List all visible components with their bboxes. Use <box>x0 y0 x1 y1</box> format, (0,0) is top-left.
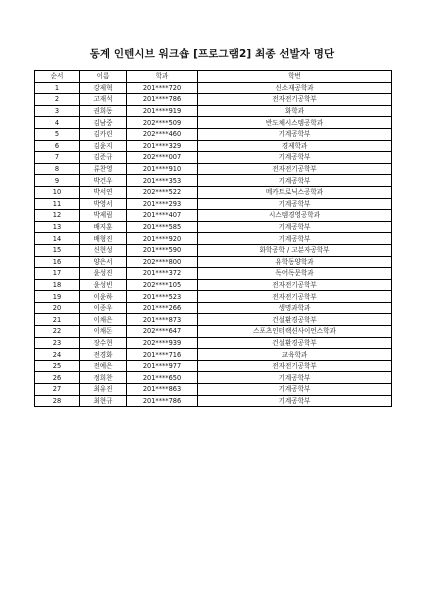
cell-no: 18 <box>35 279 80 291</box>
cell-student-id: 201****920 <box>127 233 198 245</box>
table-row <box>35 279 392 291</box>
table-row <box>35 221 392 233</box>
roster-table <box>34 70 392 407</box>
cell-no: 20 <box>35 302 80 314</box>
cell-department: 전자전기공학부 <box>198 163 392 175</box>
table-row <box>35 82 392 94</box>
cell-department: 기계공학부 <box>198 372 392 384</box>
cell-name: 고재석 <box>80 94 127 106</box>
cell-name: 장수현 <box>80 337 127 349</box>
table-row <box>35 256 392 268</box>
cell-no: 28 <box>35 395 80 407</box>
cell-department: 기계공학부 <box>198 198 392 210</box>
cell-student-id: 201****786 <box>127 94 198 106</box>
cell-department: 신소재공학과 <box>198 82 392 94</box>
table-row <box>35 152 392 164</box>
table-row <box>35 395 392 407</box>
cell-department: 교육학과 <box>198 349 392 361</box>
cell-name: 강제혁 <box>80 82 127 94</box>
cell-department: 시스템경영공학과 <box>198 210 392 222</box>
cell-name: 권희동 <box>80 105 127 117</box>
cell-student-id: 201****919 <box>127 105 198 117</box>
table-row <box>35 198 392 210</box>
cell-department: 반도체시스템공학과 <box>198 117 392 129</box>
table-row <box>35 210 392 222</box>
cell-student-id: 201****523 <box>127 291 198 303</box>
cell-student-id: 201****977 <box>127 360 198 372</box>
cell-name: 이채은 <box>80 314 127 326</box>
cell-no: 13 <box>35 221 80 233</box>
cell-no: 5 <box>35 128 80 140</box>
cell-department: 전자전기공학부 <box>198 94 392 106</box>
cell-student-id: 201****910 <box>127 163 198 175</box>
cell-name: 신현성 <box>80 244 127 256</box>
page-title: 동계 인텐시브 워크숍 [프로그램2] 최종 선발자 명단 <box>89 48 335 60</box>
cell-no: 22 <box>35 326 80 338</box>
cell-department: 기계공학부 <box>198 128 392 140</box>
column-header-student-id: 학과 <box>127 71 198 83</box>
cell-student-id: 201****585 <box>127 221 198 233</box>
cell-department: 건설환경공학부 <box>198 314 392 326</box>
cell-no: 1 <box>35 82 80 94</box>
table-row <box>35 349 392 361</box>
cell-no: 9 <box>35 175 80 187</box>
cell-no: 14 <box>35 233 80 245</box>
cell-name: 박건우 <box>80 175 127 187</box>
cell-student-id: 201****873 <box>127 314 198 326</box>
cell-name: 최현규 <box>80 395 127 407</box>
cell-name: 양은서 <box>80 256 127 268</box>
cell-department: 기계공학부 <box>198 221 392 233</box>
table-row <box>35 268 392 280</box>
cell-department: 전자전기공학부 <box>198 291 392 303</box>
cell-student-id: 201****720 <box>127 82 198 94</box>
cell-no: 16 <box>35 256 80 268</box>
cell-department: 건설환경공학부 <box>198 337 392 349</box>
cell-student-id: 201****293 <box>127 198 198 210</box>
cell-department: 스포츠인터랙션사이언스학과 <box>198 326 392 338</box>
cell-name: 윤성진 <box>80 268 127 280</box>
cell-name: 박제림 <box>80 210 127 222</box>
table-row <box>35 360 392 372</box>
cell-no: 3 <box>35 105 80 117</box>
table-row <box>35 314 392 326</box>
cell-department: 화학공학 / 고분자공학부 <box>198 244 392 256</box>
cell-name: 배지훈 <box>80 221 127 233</box>
cell-no: 25 <box>35 360 80 372</box>
cell-student-id: 202****105 <box>127 279 198 291</box>
cell-no: 4 <box>35 117 80 129</box>
column-header-department: 학번 <box>198 71 392 83</box>
table-row <box>35 175 392 187</box>
cell-student-id: 202****509 <box>127 117 198 129</box>
cell-student-id: 201****407 <box>127 210 198 222</box>
table-row <box>35 163 392 175</box>
table-row <box>35 244 392 256</box>
cell-name: 박영서 <box>80 198 127 210</box>
table-row <box>35 105 392 117</box>
cell-name: 윤성빈 <box>80 279 127 291</box>
cell-student-id: 202****939 <box>127 337 198 349</box>
cell-department: 전자전기공학부 <box>198 279 392 291</box>
cell-department: 기계공학부 <box>198 384 392 396</box>
cell-student-id: 202****800 <box>127 256 198 268</box>
cell-name: 전예은 <box>80 360 127 372</box>
cell-name: 배형진 <box>80 233 127 245</box>
cell-student-id: 201****266 <box>127 302 198 314</box>
table-row <box>35 186 392 198</box>
cell-department: 전자전기공학부 <box>198 360 392 372</box>
cell-student-id: 201****863 <box>127 384 198 396</box>
cell-no: 7 <box>35 152 80 164</box>
cell-name: 박서연 <box>80 186 127 198</box>
cell-name: 김윤지 <box>80 140 127 152</box>
cell-student-id: 202****007 <box>127 152 198 164</box>
cell-name: 김남중 <box>80 117 127 129</box>
column-header-name: 이름 <box>80 71 127 83</box>
table-row <box>35 140 392 152</box>
cell-no: 15 <box>35 244 80 256</box>
table-row <box>35 128 392 140</box>
cell-student-id: 202****522 <box>127 186 198 198</box>
cell-no: 10 <box>35 186 80 198</box>
cell-student-id: 202****460 <box>127 128 198 140</box>
roster-body <box>35 82 392 407</box>
table-row <box>35 326 392 338</box>
cell-student-id: 201****716 <box>127 349 198 361</box>
cell-name: 전경화 <box>80 349 127 361</box>
table-row <box>35 302 392 314</box>
cell-student-id: 201****786 <box>127 395 198 407</box>
cell-name: 김카린 <box>80 128 127 140</box>
table-row <box>35 233 392 245</box>
cell-no: 23 <box>35 337 80 349</box>
table-row <box>35 291 392 303</box>
table-row <box>35 372 392 384</box>
cell-no: 8 <box>35 163 80 175</box>
cell-department: 생명과학과 <box>198 302 392 314</box>
table-row <box>35 337 392 349</box>
cell-department: 유학동양학과 <box>198 256 392 268</box>
cell-no: 27 <box>35 384 80 396</box>
cell-no: 12 <box>35 210 80 222</box>
cell-department: 기계공학부 <box>198 152 392 164</box>
cell-student-id: 201****372 <box>127 268 198 280</box>
cell-no: 6 <box>35 140 80 152</box>
cell-name: 이채돈 <box>80 326 127 338</box>
cell-name: 김준규 <box>80 152 127 164</box>
cell-student-id: 201****650 <box>127 372 198 384</box>
cell-no: 2 <box>35 94 80 106</box>
table-row <box>35 117 392 129</box>
cell-student-id: 202****647 <box>127 326 198 338</box>
cell-no: 24 <box>35 349 80 361</box>
cell-name: 최유진 <box>80 384 127 396</box>
cell-name: 이종우 <box>80 302 127 314</box>
cell-no: 11 <box>35 198 80 210</box>
cell-department: 기계공학부 <box>198 175 392 187</box>
cell-student-id: 201****590 <box>127 244 198 256</box>
cell-department: 기계공학부 <box>198 395 392 407</box>
cell-department: 경제학과 <box>198 140 392 152</box>
cell-no: 17 <box>35 268 80 280</box>
cell-student-id: 201****353 <box>127 175 198 187</box>
table-row <box>35 384 392 396</box>
cell-student-id: 201****329 <box>127 140 198 152</box>
cell-department: 화학과 <box>198 105 392 117</box>
cell-no: 19 <box>35 291 80 303</box>
column-header-no: 순서 <box>35 71 80 83</box>
cell-department: 기계공학부 <box>198 233 392 245</box>
table-header-row <box>35 71 392 83</box>
cell-no: 26 <box>35 372 80 384</box>
cell-department: 독어독문학과 <box>198 268 392 280</box>
cell-name: 류찬영 <box>80 163 127 175</box>
cell-department: 메카트로닉스공학과 <box>198 186 392 198</box>
table-row <box>35 94 392 106</box>
cell-name: 이윤하 <box>80 291 127 303</box>
cell-name: 정희찬 <box>80 372 127 384</box>
cell-no: 21 <box>35 314 80 326</box>
